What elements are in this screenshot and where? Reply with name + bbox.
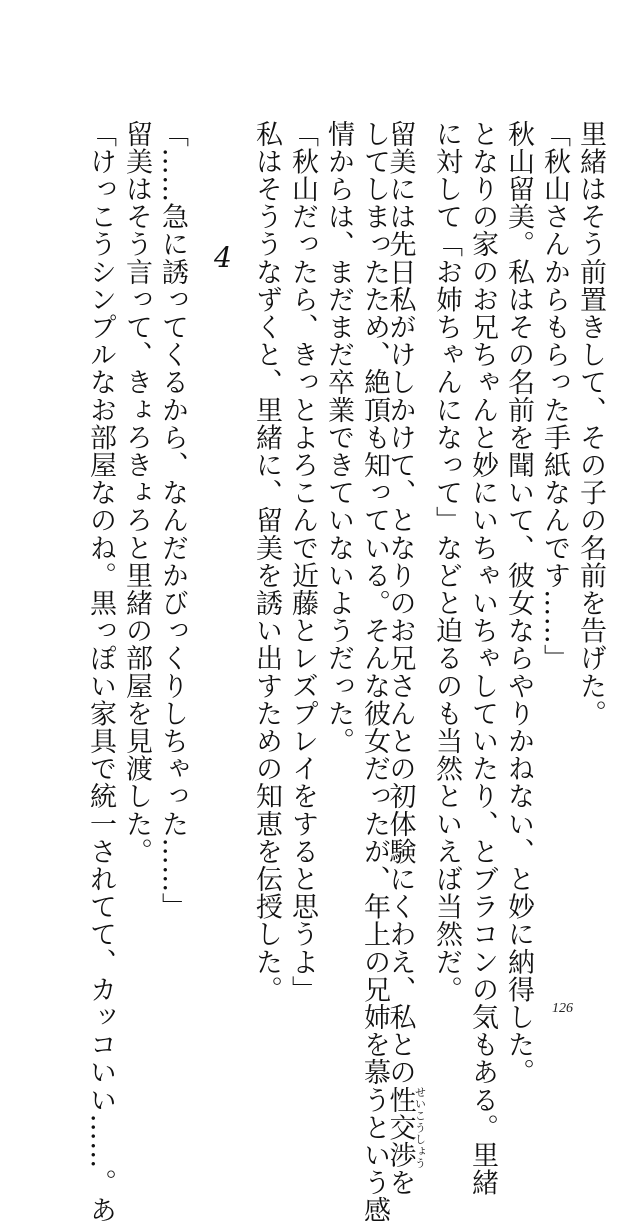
text-column-13: 「けっこうシンプルなお部屋なのね。黒っぽい家具で統一されてて、カッコいい……。あ [85, 120, 116, 1224]
text-column-11: 「……急に誘ってくるから、なんだかびっくりしちゃった……」 [157, 120, 188, 921]
ruby-annotation: 性交渉せいこうしょう [384, 1086, 427, 1169]
text-column-7: してしまったため、絶頂も知っている。そんな彼女だったが、年上の兄姉を慕うという感 [359, 120, 390, 1224]
text-column-2: 「秋山さんからもらった手紙なんです……」 [539, 120, 570, 672]
text-column-5: に対して「お姉ちゃんになって」などと迫るのも当然といえば当然だ。 [431, 120, 462, 1004]
page-number: 126 [552, 1001, 573, 1016]
text-column-12: 留美はそう言って、きょろきょろと里緒の部屋を見渡した。 [121, 120, 152, 866]
section-number: 4 [214, 241, 232, 274]
text-column-9: 「秋山だったら、きっとよろこんで近藤とレズプレイをすると思うよ」 [287, 120, 318, 1004]
ruby-reading: せいこうしょう [413, 1086, 427, 1169]
text-column-1: 里緒はそう前置きして、その子の名前を告げた。 [575, 120, 606, 728]
text-column-3: 秋山留美。私はその名前を聞いて、彼女ならやりかねない、と妙に納得した。 [503, 120, 534, 1086]
text-column-6: 留美には先日私がけしかけて、となりのお兄さんとの初体験にくわえ、私との性交渉せいこうしょうを [384, 120, 427, 1197]
text-column-8: 情からは、まだまだ卒業できていないようだった。 [323, 120, 354, 755]
text-column-10: 私はそううなずくと、里緒に、留美を誘い出すための知恵を伝授した。 [251, 120, 282, 1004]
text-column-4: となりの家のお兄ちゃんと妙にいちゃいちゃしていたり、とブラコンの気もある。里緒 [467, 120, 498, 1197]
